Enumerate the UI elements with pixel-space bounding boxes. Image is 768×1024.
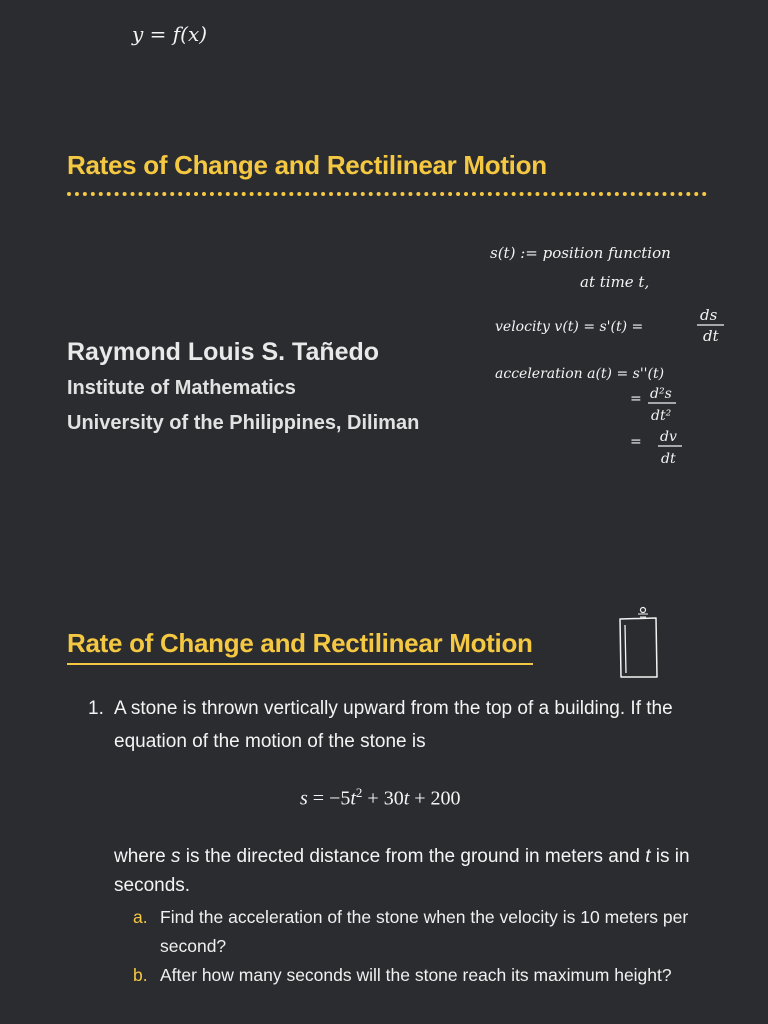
equation-exponent: 2 [355,785,363,800]
author-university: University of the Philippines, Diliman [67,412,420,434]
equation-t2: t [403,787,410,810]
dotted-divider [67,192,707,196]
motion-equation [300,785,461,811]
equation-plus1: + 30 [362,787,404,810]
author-institute: Institute of Mathematics [67,377,296,399]
equation-t1: t [350,787,356,810]
note-at-time: at time t, [580,273,650,291]
part-b-text: After how many seconds will the stone reach its maximum height? [160,965,672,985]
acc-fraction1-numerator: d²s [650,386,672,402]
where-mid: is the directed distance from the ground in meters and [180,846,646,867]
where-s: s [171,846,181,867]
note-acceleration: acceleration a(t) = s''(t) [495,366,665,382]
where-prefix: where [114,846,172,867]
note-position-function: s(t) := position function [490,244,671,262]
velocity-fraction-numerator: ds [700,306,718,324]
acc-fraction2-numerator: dv [660,429,677,445]
where-suffix: is in seconds. [114,846,690,896]
equation-plus2: + 200 [409,787,461,810]
acc-equals-1: = [630,391,642,407]
acc-equals-2: = [630,434,642,450]
part-b-label: b. [133,965,148,985]
note-velocity: velocity v(t) = s'(t) = [495,319,644,335]
slide-title: Rates of Change and Rectilinear Motion [67,150,547,180]
section-title: Rate of Change and Rectilinear Motion [67,628,533,665]
handwritten-motion-notes [480,230,750,480]
part-a-text: Find the acceleration of the stone when the velocity is 10 meters per second? [160,907,689,956]
problem-number: 1. [88,698,104,719]
handwritten-function-note: y = f(x) [132,22,208,46]
problem-statement: A stone is thrown vertically upward from the top of a building. If the equation of the motion of the stone is [114,698,673,752]
building-sketch-icon [612,605,664,680]
acc-fraction1-denominator: dt² [651,408,672,424]
equation-eq: = −5 [307,787,351,810]
part-a-label: a. [133,907,148,927]
acc-fraction2-denominator: dt [661,451,676,467]
problem-where-clause [114,842,714,900]
equation-s: s [300,787,308,810]
velocity-fraction-denominator: dt [703,327,719,345]
author-name: Raymond Louis S. Tañedo [67,338,380,366]
where-t: t [645,846,651,867]
